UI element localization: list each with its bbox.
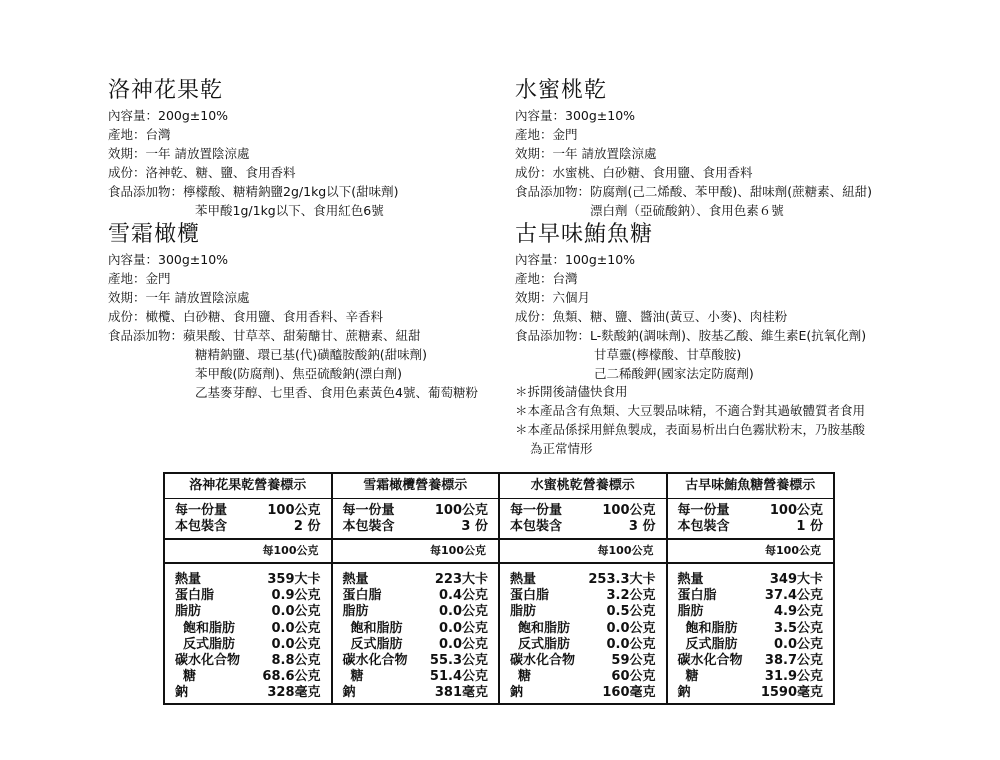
additives-line: 防腐劑(己二烯酸、苯甲酸)、甜味劑(蔗糖素、紐甜) bbox=[590, 184, 873, 199]
nutrient-value: 0.0公克 bbox=[606, 636, 656, 652]
product-block-tuna-candy bbox=[515, 222, 866, 383]
nutrient-row bbox=[175, 669, 321, 685]
nutrient-value: 31.9公克 bbox=[764, 669, 823, 685]
nutrient-label: 糖 bbox=[518, 669, 532, 685]
nutrient-row bbox=[678, 637, 824, 653]
serving-size-label: 每一份量 bbox=[510, 503, 563, 518]
nutrient-list bbox=[333, 564, 499, 702]
nutrient-value: 0.0公克 bbox=[606, 620, 656, 636]
additives-line: 己二稀酸鉀(國家法定防腐劑) bbox=[594, 366, 754, 381]
nutrient-label: 飽和脂肪 bbox=[183, 620, 236, 636]
product-content: 內容量：100g±10% bbox=[515, 252, 636, 267]
product-shelf-life: 效期：一年 請放置陰涼處 bbox=[515, 146, 657, 161]
additives-line: L-麩酸鈉(調味劑)、胺基乙酸、維生素E(抗氧化劑) bbox=[590, 328, 867, 343]
nutrient-row bbox=[678, 588, 824, 604]
nutrient-label: 碳水化合物 bbox=[677, 653, 743, 669]
product-ingredients: 成份：橄欖、白砂糖、食用鹽、食用香料、辛香料 bbox=[108, 309, 384, 324]
nutrient-value: 0.0公克 bbox=[271, 636, 321, 652]
nutrient-value: 38.7公克 bbox=[764, 653, 823, 669]
product-shelf-life: 效期：一年 請放置陰涼處 bbox=[108, 290, 250, 305]
nutrient-value: 1590毫克 bbox=[760, 685, 823, 701]
additives-line: 甘草靈(檸檬酸、甘草酸胺) bbox=[594, 347, 742, 362]
nutrient-label: 糖 bbox=[350, 669, 364, 685]
product-additives bbox=[108, 182, 399, 220]
nutrient-list bbox=[668, 564, 834, 702]
nutrition-column-olive bbox=[331, 474, 499, 703]
servings-count: 2 份 bbox=[293, 519, 321, 534]
servings-label: 本包裝含 bbox=[510, 519, 563, 534]
product-title: 雪霜橄欖 bbox=[108, 222, 201, 247]
product-title: 水蜜桃乾 bbox=[515, 78, 608, 103]
nutrient-list bbox=[500, 564, 666, 702]
nutrient-value: 3.5公克 bbox=[773, 620, 823, 636]
nutrient-row bbox=[510, 588, 656, 604]
nutrient-label: 鈉 bbox=[510, 685, 524, 701]
nutrient-value: 4.9公克 bbox=[773, 604, 823, 620]
nutrient-row bbox=[175, 685, 321, 701]
product-content: 內容量：300g±10% bbox=[108, 252, 229, 267]
notes bbox=[515, 382, 865, 458]
nutrient-value: 0.0公克 bbox=[438, 636, 488, 652]
nutrient-value: 60公克 bbox=[611, 669, 656, 685]
nutrient-row bbox=[343, 604, 489, 620]
serving-size: 100公克 bbox=[434, 503, 488, 518]
nutrient-row bbox=[510, 653, 656, 669]
nutrient-value: 359大卡 bbox=[267, 572, 321, 587]
product-content: 內容量：200g±10% bbox=[108, 108, 229, 123]
serving-size: 100公克 bbox=[769, 503, 823, 518]
nutrient-value: 160毫克 bbox=[602, 685, 656, 701]
servings-label: 本包裝含 bbox=[175, 519, 228, 534]
nutrient-label: 碳水化合物 bbox=[342, 653, 408, 669]
nutrition-title: 古早味鮪魚糖營養標示 bbox=[668, 474, 834, 499]
nutrient-row bbox=[343, 653, 489, 669]
nutrient-label: 反式脂肪 bbox=[183, 636, 236, 652]
nutrient-row bbox=[343, 572, 489, 588]
nutrient-value: 55.3公克 bbox=[429, 653, 488, 669]
nutrient-value: 0.9公克 bbox=[271, 588, 321, 604]
note-line: 為正常情形 bbox=[530, 441, 593, 456]
nutrient-value: 0.0公克 bbox=[271, 620, 321, 636]
servings-count: 3 份 bbox=[628, 519, 656, 534]
nutrient-row bbox=[678, 653, 824, 669]
nutrient-row bbox=[175, 588, 321, 604]
nutrition-table bbox=[163, 472, 835, 705]
nutrition-column-peach bbox=[498, 474, 666, 703]
nutrient-label: 鈉 bbox=[175, 685, 189, 701]
per-unit-label: 每100公克 bbox=[668, 540, 834, 564]
product-content: 內容量：300g±10% bbox=[515, 108, 636, 123]
nutrient-value: 51.4公克 bbox=[429, 669, 488, 685]
additives-label: 食品添加物： bbox=[515, 328, 591, 343]
nutrient-row bbox=[678, 572, 824, 588]
nutrient-label: 熱量 bbox=[175, 572, 202, 587]
nutrient-row bbox=[678, 685, 824, 701]
per-unit-label: 每100公克 bbox=[165, 540, 331, 564]
nutrient-value: 381毫克 bbox=[434, 685, 488, 701]
servings-label: 本包裝含 bbox=[342, 519, 395, 534]
nutrient-label: 糖 bbox=[685, 669, 699, 685]
nutrient-list bbox=[165, 564, 331, 702]
serving-size: 100公克 bbox=[602, 503, 656, 518]
serving-info bbox=[668, 499, 834, 540]
product-block-peach bbox=[515, 78, 872, 220]
serving-info bbox=[333, 499, 499, 540]
product-additives bbox=[108, 326, 478, 402]
nutrient-label: 反式脂肪 bbox=[350, 636, 403, 652]
nutrient-label: 熱量 bbox=[510, 572, 537, 587]
nutrient-label: 碳水化合物 bbox=[510, 653, 576, 669]
product-block-roselle bbox=[108, 78, 399, 220]
nutrient-value: 0.5公克 bbox=[606, 604, 656, 620]
nutrient-label: 反式脂肪 bbox=[685, 636, 738, 652]
additives-label: 食品添加物： bbox=[108, 328, 184, 343]
product-origin: 產地：金門 bbox=[515, 127, 578, 142]
additives-line: 糖精鈉鹽、環已基(代)磺醯胺酸鈉(甜味劑) bbox=[195, 347, 428, 362]
nutrient-row bbox=[175, 637, 321, 653]
nutrient-row bbox=[343, 637, 489, 653]
nutrient-label: 鈉 bbox=[677, 685, 691, 701]
nutrient-label: 脂肪 bbox=[677, 604, 704, 620]
nutrition-column-tuna-candy bbox=[666, 474, 834, 703]
nutrition-title: 雪霜橄欖營養標示 bbox=[333, 474, 499, 499]
nutrient-row bbox=[343, 669, 489, 685]
nutrition-title: 水蜜桃乾營養標示 bbox=[500, 474, 666, 499]
serving-info bbox=[500, 499, 666, 540]
servings-label: 本包裝含 bbox=[677, 519, 730, 534]
nutrient-label: 飽和脂肪 bbox=[350, 620, 403, 636]
nutrient-value: 0.0公克 bbox=[438, 604, 488, 620]
note-line: ＊本產品含有魚類、大豆製品味精，不適合對其過敏體質者食用 bbox=[515, 403, 866, 418]
nutrient-value: 349大卡 bbox=[769, 572, 823, 587]
product-origin: 產地：金門 bbox=[108, 271, 171, 286]
product-title: 古早味鮪魚糖 bbox=[515, 222, 654, 247]
nutrient-label: 蛋白脂 bbox=[510, 588, 550, 604]
nutrition-title: 洛神花果乾營養標示 bbox=[165, 474, 331, 499]
nutrient-label: 脂肪 bbox=[342, 604, 369, 620]
nutrient-row bbox=[678, 669, 824, 685]
serving-size-label: 每一份量 bbox=[677, 503, 730, 518]
nutrition-column-roselle bbox=[165, 474, 331, 703]
nutrient-row bbox=[175, 572, 321, 588]
nutrient-label: 糖 bbox=[183, 669, 197, 685]
serving-info bbox=[165, 499, 331, 540]
servings-count: 3 份 bbox=[461, 519, 488, 534]
nutrient-value: 3.2公克 bbox=[606, 588, 656, 604]
nutrient-label: 飽和脂肪 bbox=[518, 620, 571, 636]
nutrient-value: 328毫克 bbox=[267, 685, 321, 701]
nutrient-row bbox=[175, 621, 321, 637]
nutrient-row bbox=[678, 621, 824, 637]
nutrient-value: 0.0公克 bbox=[438, 620, 488, 636]
nutrient-value: 8.8公克 bbox=[271, 653, 321, 669]
nutrient-row bbox=[678, 604, 824, 620]
product-origin: 產地：台灣 bbox=[108, 127, 171, 142]
additives-line: 蘋果酸、甘草萃、甜菊醣甘、蔗糖素、紐甜 bbox=[183, 328, 421, 343]
product-ingredients: 成份：水蜜桃、白砂糖、食用鹽、食用香料 bbox=[515, 165, 753, 180]
nutrient-row bbox=[175, 653, 321, 669]
note-line: ＊拆開後請儘快食用 bbox=[515, 384, 628, 399]
nutrient-row bbox=[510, 669, 656, 685]
nutrient-row bbox=[510, 685, 656, 701]
nutrient-value: 0.0公克 bbox=[271, 604, 321, 620]
nutrient-label: 熱量 bbox=[677, 572, 704, 587]
serving-size-label: 每一份量 bbox=[342, 503, 395, 518]
nutrient-row bbox=[343, 685, 489, 701]
product-block-olive bbox=[108, 222, 478, 402]
nutrient-value: 0.0公克 bbox=[773, 636, 823, 652]
nutrient-label: 熱量 bbox=[342, 572, 369, 587]
nutrient-value: 223大卡 bbox=[434, 572, 488, 587]
nutrient-label: 反式脂肪 bbox=[518, 636, 571, 652]
nutrient-label: 碳水化合物 bbox=[175, 653, 241, 669]
additives-line: 苯甲酸1g/1kg以下、食用紅色6號 bbox=[195, 203, 384, 218]
product-ingredients: 成份：魚類、糖、鹽、醬油(黃豆、小麥)、肉桂粉 bbox=[515, 309, 788, 324]
nutrient-value: 0.4公克 bbox=[438, 588, 488, 604]
additives-label: 食品添加物： bbox=[108, 184, 184, 199]
product-origin: 產地：台灣 bbox=[515, 271, 578, 286]
product-shelf-life: 效期：一年 請放置陰涼處 bbox=[108, 146, 250, 161]
nutrient-row bbox=[510, 621, 656, 637]
per-unit-label: 每100公克 bbox=[333, 540, 499, 564]
nutrient-value: 37.4公克 bbox=[764, 588, 823, 604]
nutrient-value: 68.6公克 bbox=[262, 669, 321, 685]
product-ingredients: 成份：洛神乾、糖、鹽、食用香料 bbox=[108, 165, 296, 180]
additives-label: 食品添加物： bbox=[515, 184, 591, 199]
nutrient-row bbox=[510, 572, 656, 588]
nutrient-value: 253.3大卡 bbox=[588, 572, 656, 587]
additives-line: 漂白劑（亞硫酸鈉）、食用色素６號 bbox=[590, 203, 784, 218]
nutrient-label: 脂肪 bbox=[510, 604, 537, 620]
nutrient-row bbox=[343, 588, 489, 604]
nutrient-label: 蛋白脂 bbox=[175, 588, 215, 604]
product-title: 洛神花果乾 bbox=[108, 78, 224, 103]
product-additives bbox=[515, 182, 872, 220]
nutrient-label: 脂肪 bbox=[175, 604, 202, 620]
product-shelf-life: 效期：六個月 bbox=[515, 290, 591, 305]
nutrient-row bbox=[343, 621, 489, 637]
serving-size-label: 每一份量 bbox=[175, 503, 228, 518]
nutrient-row bbox=[510, 604, 656, 620]
nutrient-value: 59公克 bbox=[611, 653, 656, 669]
servings-count: 1 份 bbox=[796, 519, 823, 534]
additives-line: 檸檬酸、糖精鈉鹽2g/1kg以下(甜味劑) bbox=[183, 184, 399, 199]
nutrient-label: 蛋白脂 bbox=[342, 588, 382, 604]
additives-line: 乙基麥芽醇、七里香、食用色素黃色4號、葡萄糖粉 bbox=[195, 385, 478, 400]
serving-size: 100公克 bbox=[267, 503, 321, 518]
additives-line: 苯甲酸(防腐劑)、焦亞硫酸鈉(漂白劑) bbox=[195, 366, 403, 381]
nutrient-label: 蛋白脂 bbox=[677, 588, 717, 604]
product-additives bbox=[515, 326, 866, 383]
note-line: ＊本產品係採用鮮魚製成，表面易析出白色霧狀粉末，乃胺基酸 bbox=[515, 422, 866, 437]
per-unit-label: 每100公克 bbox=[500, 540, 666, 564]
nutrient-row bbox=[510, 637, 656, 653]
nutrient-label: 飽和脂肪 bbox=[685, 620, 738, 636]
nutrient-row bbox=[175, 604, 321, 620]
nutrient-label: 鈉 bbox=[342, 685, 356, 701]
